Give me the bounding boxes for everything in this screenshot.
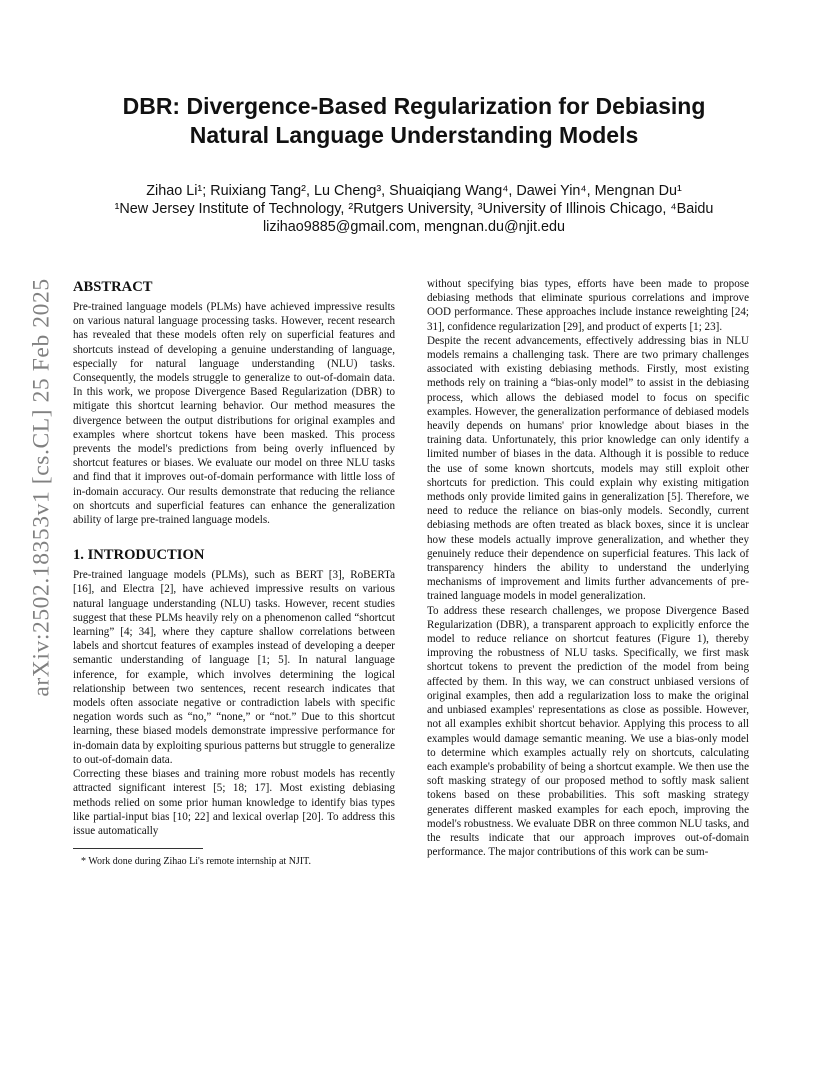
right-paragraph-1: without specifying bias types, efforts have been made to propose debiasing methods that eliminate spurious correlations and improve OOD performance. These approaches include instance reweighting [24; 31], confidence regularization [29], and product of experts [1; 23]. bbox=[427, 278, 749, 333]
right-column bbox=[427, 277, 749, 859]
right-paragraph-2: Despite the recent advancements, effectively addressing bias in NLU models remains a challenging task. There are two primary challenges associated with existing debiasing methods. Firstly, most existing methods rely on training a “bias-only model” to assist in the debiasing process, which allows the debiased model to focus on specific examples. However, the generalization performance of debiased models heavily depends on humans' prior knowledge about biases in the training data. Unfortunately, this prior knowledge can only identify a limited number of biases in the data. Although it is possible to reduce the use of some known shortcuts, models may still exploit other shortcuts for prediction. This could explain why existing mitigation methods only provide limited gains in generalization [5]. Therefore, we need to reduce the reliance on bias-only models. Secondly, current debiasing methods are often treated as black boxes, since it is unclear how these models actually improve generalization, and whether they genuinely reduce their dependence on superficial features. This lack of transparency hinders the ability to understand the underlying mechanisms of improvement and limits further advancements of pre-trained language models in model generalization. bbox=[427, 334, 749, 603]
title-line-1: DBR: Divergence-Based Regularization for Debiasing bbox=[122, 93, 706, 119]
intro-paragraph-1: Pre-trained language models (PLMs), such as BERT [3], RoBERTa [16], and Electra [2], have achieved impressive results on various natural language understanding (NLU) tasks. However, recent studies suggest that these PLMs heavily rely on a phenomenon called “shortcut learning” [4; 34], where they capture shallow correlations between labels and shortcut features of examples instead of developing a deeper semantic understanding of language [1; 5]. In natural language inference, for example, which involves determining the logical relationship between two sentences, recent research indicates that models often associate negative or contradiction labels with specific negation words such as “no,” “none,” or “not.” Due to this shortcut learning, these biased models demonstrate impressive performance for in-domain data by exploiting spurious patterns but struggle to generalize to out-of-domain data. bbox=[73, 569, 395, 766]
right-paragraph-3: To address these research challenges, we propose Divergence Based Regularization (DBR), a transparent approach to explicitly enforce the model to reduce reliance on shortcut features (Figure 1), thereby improving the robustness of NLU tasks. Specifically, we first mask shortcut tokens to prevent the prediction of the model from being affected by them. In this way, we can construct unbiased versions of original examples, then add a regularization loss to make the original and unbiased examples' representations as close as possible. However, not all examples exhibit shortcut behavior. Applying this process to all examples would damage semantic meaning. We use a bias-only model to determine which examples actually rely on shortcuts, calculating each example's probability of being a shortcut example. We then use the soft masking strategy of our proposed method to softly mask salient tokens based on these probabilities. This soft masking strategy generates different masked examples for each epoch, improving the model's robustness. We evaluate DBR on three common NLU tasks, and the results indicate that our approach improves out-of-domain performance. The major contributions of this work can be sum- bbox=[427, 604, 749, 859]
author-block bbox=[40, 182, 788, 236]
affiliation-list: ¹New Jersey Institute of Technology, ²Rutgers University, ³University of Illinois Chicago, ⁴Baidu bbox=[114, 201, 714, 217]
abstract-heading: ABSTRACT bbox=[73, 279, 153, 295]
arxiv-identifier: arXiv:2502.18353v1 [cs.CL] 25 Feb 2025 bbox=[28, 278, 55, 697]
author-list: Zihao Li¹; Ruixiang Tang², Lu Cheng³, Shuaiqiang Wang⁴, Dawei Yin⁴, Mengnan Du¹ bbox=[146, 183, 682, 199]
intro-paragraph-2: Correcting these biases and training more robust models has recently attracted significant interest [5; 18; 17]. Most existing debiasing methods relied on some prior human knowledge to identify bias types like partial-input bias [10; 22] and lexical overlap [20]. To address this issue automatically bbox=[73, 768, 395, 837]
footnote-rule bbox=[73, 848, 203, 849]
title-line-2: Natural Language Understanding Models bbox=[189, 122, 639, 148]
introduction-heading: 1. INTRODUCTION bbox=[73, 547, 205, 564]
left-column bbox=[73, 277, 395, 868]
paper-title bbox=[60, 92, 768, 150]
email-list: lizihao9885@gmail.com, mengnan.du@njit.edu bbox=[262, 219, 565, 235]
abstract-paragraph: Pre-trained language models (PLMs) have achieved impressive results on various natural language processing tasks. However, recent research has revealed that these models often rely on superficial features and shortcuts instead of developing a genuine understanding of language, especially for natural language understanding (NLU) tasks. Consequently, the models struggle to generalize to out-of-domain data. In this work, we propose Divergence Based Regularization (DBR) to mitigate this shortcut learning behavior. Our method measures the divergence between the output distributions for original examples and examples where shortcut tokens have been masked. This process prevents the model's predictions from being overly influenced by shortcut features or biases. We evaluate our model on three NLU tasks and find that it improves out-of-domain performance with little loss of in-domain accuracy. Our results demonstrate that reducing the reliance on shortcuts and superficial features can enhance the generalization ability of large pre-trained language models. bbox=[73, 301, 395, 527]
arxiv-side-stamp bbox=[22, 278, 62, 697]
footnote: * Work done during Zihao Li's remote internship at NJIT. bbox=[81, 856, 312, 868]
